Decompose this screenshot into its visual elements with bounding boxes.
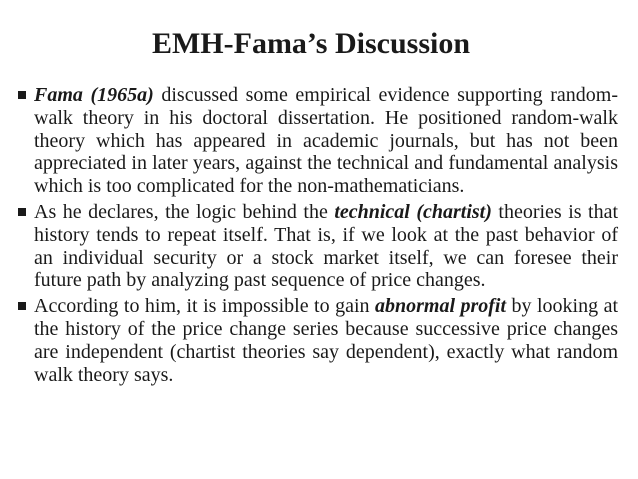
bullet-item-abnormal-profit [18, 295, 618, 386]
bullet-emphasis: Fama (1965a) [34, 84, 154, 106]
bullet-list [18, 84, 618, 389]
bullet-text-after: by looking at the history of the price change series because successive price changes are independent (chartist theories say dependent), exactly what random walk theory says. [34, 295, 619, 386]
bullet-text: discussed some empirical evidence supporting random-walk theory in his doctoral dissertation. He positioned random-walk theory which has appeared in academic journals, but has not been appreciated in later years, against the technical and fundamental analysis which is too complicated for the non-mathematicians. [34, 84, 618, 198]
square-bullet-icon [18, 208, 26, 216]
square-bullet-icon [18, 91, 26, 99]
bullet-emphasis: technical (chartist) [334, 200, 492, 223]
bullet-text-before: According to him, it is impossible to gain [34, 295, 375, 318]
bullet-emphasis: abnormal profit [374, 295, 507, 318]
bullet-item-technical [18, 201, 618, 292]
bullet-item-fama [18, 84, 618, 198]
slide-title: EMH-Fama’s Discussion [151, 27, 471, 60]
bullet-text-before: As he declares, the logic behind the [34, 200, 335, 223]
bullet-text-after: theories is that history tends to repeat itself. That is, if we look at the past behavior of an individual security or a stock market itself, we can foresee their future path by analyzing past sequence of price changes. [34, 200, 619, 292]
square-bullet-icon [18, 302, 26, 310]
